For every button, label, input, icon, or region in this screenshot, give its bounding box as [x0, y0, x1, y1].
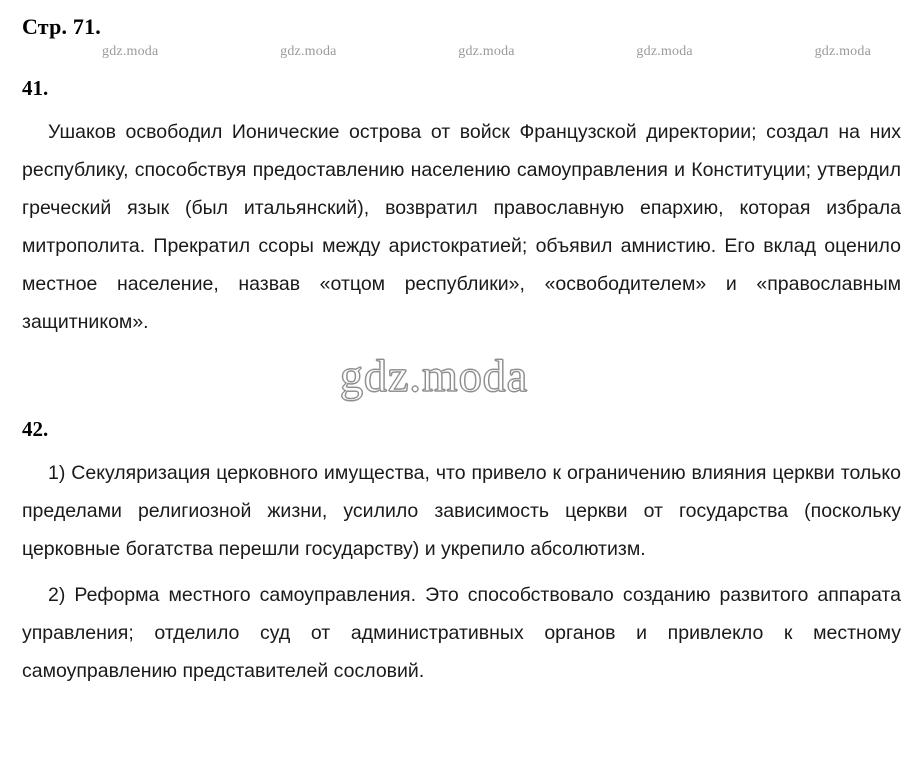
- page-title: Стр. 71.: [22, 14, 102, 39]
- task-number: 42.: [22, 417, 49, 441]
- task-paragraph: 2) Реформа местного самоуправления. Это способствовало созданию развитого аппарата управления; отделило суд от административных органов и привлекло к местному самоуправлению представителей сословий.: [22, 584, 901, 682]
- watermark-small: gdz.moda: [458, 44, 515, 59]
- task-block-41: [22, 76, 901, 341]
- watermark-small: gdz.moda: [280, 44, 337, 59]
- watermark-large-wrap: [22, 350, 901, 407]
- watermark-small: gdz.moda: [102, 44, 159, 59]
- task-block-42: [22, 417, 901, 690]
- watermark-small: gdz.moda: [814, 44, 871, 59]
- watermark-small: gdz.moda: [636, 44, 693, 59]
- task-paragraph: Ушаков освободил Ионические острова от войск Французской директории; создал на них республику, способствуя предоставлению населению самоуправления и Конституции; утвердил греческий язык (был итальянский), возвратил православную епархию, которая избрала митрополита. Прекратил ссоры между аристократией; объявил амнистию. Его вклад оценило местное население, назвав «отцом республики», «освободителем» и «православным защитником».: [22, 121, 901, 333]
- watermark-row: [22, 44, 901, 60]
- task-number: 41.: [22, 76, 49, 100]
- watermark-large: gdz.moda: [340, 350, 529, 401]
- task-paragraph: 1) Секуляризация церковного имущества, что привело к ограничению влияния церкви только пределами религиозной жизни, усилило зависимость церкви от государства (поскольку церковные богатства перешли государству) и укрепило абсолютизм.: [22, 462, 901, 560]
